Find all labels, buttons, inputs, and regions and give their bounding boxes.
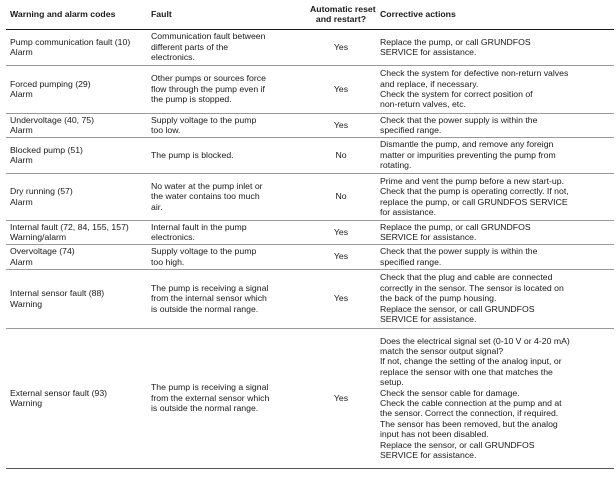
text-line: for assistance. <box>380 206 437 217</box>
text-line: Corrective actions <box>380 9 456 20</box>
text-line: too low. <box>151 125 181 135</box>
text-line: Does the electrical signal set (0-10 V or 4-20 mA) <box>380 335 570 346</box>
corrective-actions-cell <box>376 65 614 113</box>
corrective-actions-cell <box>376 269 614 328</box>
fault-cell <box>147 65 306 113</box>
text-line: Dry running (57) <box>10 186 73 197</box>
table-header <box>6 0 614 29</box>
text-line: Supply voltage to the pump <box>151 114 257 125</box>
text-line: Alarm <box>10 125 33 135</box>
text-line: Replace the sensor, or call GRUNDFOS <box>380 439 535 450</box>
text-line: The pump is receiving a signal <box>151 282 269 293</box>
fault-cell <box>147 244 306 269</box>
text-line: non-return valves, etc. <box>380 99 466 110</box>
table-row <box>6 269 614 328</box>
auto-restart-cell: Yes <box>306 113 376 137</box>
text-line: Dismantle the pump, and remove any foreign <box>380 139 554 150</box>
header-fault <box>147 0 306 29</box>
text-line: Check the system for correct position of <box>380 89 533 99</box>
text-line: different parts of the <box>151 41 229 52</box>
text-line: SERVICE for assistance. <box>380 450 477 461</box>
corrective-actions-cell <box>376 29 614 65</box>
text-line: Alarm <box>10 196 33 207</box>
text-line: is outside the normal range. <box>151 303 259 314</box>
table-row <box>6 137 614 173</box>
alarm-code-cell <box>6 65 147 113</box>
alarm-code-cell <box>6 29 147 65</box>
text-line: Pump communication fault (10) <box>10 36 131 47</box>
text-line: Alarm <box>10 155 33 165</box>
text-line: The sensor has been removed, but the analog <box>380 418 558 429</box>
auto-restart-cell: Yes <box>306 328 376 468</box>
fault-cell <box>147 173 306 220</box>
text-line: External sensor fault (93) <box>10 387 108 398</box>
text-line: setup. <box>380 377 404 388</box>
alarm-code-cell <box>6 328 147 468</box>
auto-restart-cell: Yes <box>306 269 376 328</box>
text-line: Overvoltage (74) <box>10 246 75 257</box>
fault-cell <box>147 137 306 173</box>
fault-cell <box>147 269 306 328</box>
auto-restart-cell: Yes <box>306 244 376 269</box>
fault-cell <box>147 29 306 65</box>
text-line: If not, change the setting of the analog input, or <box>380 356 562 367</box>
text-line: The pump is blocked. <box>151 149 234 160</box>
text-line: correctly in the sensor. The sensor is located on <box>380 282 564 293</box>
auto-restart-cell: Yes <box>306 29 376 65</box>
table-row <box>6 65 614 113</box>
text-line: Replace the pump, or call GRUNDFOS <box>380 36 531 47</box>
fault-cell <box>147 220 306 244</box>
text-line: input has not been disabled. <box>380 429 489 440</box>
auto-restart-cell: No <box>306 137 376 173</box>
text-line: too high. <box>151 256 185 267</box>
text-line: rotating. <box>380 160 412 171</box>
table-row <box>6 220 614 244</box>
text-line: replace the sensor with one that matches the <box>380 366 553 377</box>
text-line: electronics. <box>151 232 195 242</box>
text-line: matter or impurities preventing the pump from <box>380 149 556 160</box>
text-line: Undervoltage (40, 75) <box>10 114 95 125</box>
text-line: air. <box>151 201 163 212</box>
text-line: from the internal sensor which <box>151 293 267 304</box>
table-row <box>6 244 614 269</box>
header-row <box>6 0 614 29</box>
text-line: Warning/alarm <box>10 232 67 242</box>
corrective-actions-cell <box>376 220 614 244</box>
text-line: Check that the power supply is within the <box>380 246 538 257</box>
text-line: Warning <box>10 298 43 309</box>
alarm-codes-table <box>6 0 614 469</box>
text-line: Alarm <box>10 256 33 267</box>
text-line: Blocked pump (51) <box>10 144 83 155</box>
header-restart <box>306 0 376 29</box>
fault-cell <box>147 328 306 468</box>
text-line: Check the system for defective non-return valves <box>380 68 569 79</box>
auto-restart-cell: No <box>306 173 376 220</box>
text-line: the pump is stopped. <box>151 94 232 105</box>
auto-restart-cell: Yes <box>306 220 376 244</box>
text-line: Forced pumping (29) <box>10 78 91 89</box>
text-line: SERVICE for assistance. <box>380 314 477 325</box>
alarm-code-cell <box>6 173 147 220</box>
text-line: SERVICE for assistance. <box>380 47 477 57</box>
text-line: Internal fault (72, 84, 155, 157) <box>10 221 129 232</box>
text-line: Internal sensor fault (88) <box>10 288 105 299</box>
text-line: Replace the pump, or call GRUNDFOS <box>380 221 531 232</box>
auto-restart-cell: Yes <box>306 65 376 113</box>
text-line: Check that the power supply is within the <box>380 114 538 125</box>
text-line: Replace the sensor, or call GRUNDFOS <box>380 303 535 314</box>
header-actions <box>376 0 614 29</box>
corrective-actions-cell <box>376 328 614 468</box>
text-line: specified range. <box>380 125 442 135</box>
text-line: Check the cable connection at the pump and at <box>380 398 562 408</box>
corrective-actions-cell <box>376 113 614 137</box>
text-line: Prime and vent the pump before a new start-up. <box>380 175 564 186</box>
alarm-code-cell <box>6 113 147 137</box>
text-line: and replace, if necessary. <box>380 78 479 89</box>
text-line: Other pumps or sources force <box>151 73 266 84</box>
text-line: Internal fault in the pump <box>151 221 247 232</box>
text-line: specified range. <box>380 256 442 267</box>
text-line: Alarm <box>10 47 33 57</box>
text-line: Supply voltage to the pump <box>151 246 257 257</box>
document-page <box>6 0 614 469</box>
text-line: Check that the plug and cable are connected <box>380 272 553 283</box>
text-line: Check the sensor cable for damage. <box>380 387 520 398</box>
text-line: Communication fault between <box>151 31 266 42</box>
alarm-code-cell <box>6 137 147 173</box>
table-row <box>6 173 614 220</box>
text-line: Automatic reset <box>310 3 376 14</box>
corrective-actions-cell <box>376 244 614 269</box>
text-line: from the external sensor which <box>151 392 270 403</box>
fault-cell <box>147 113 306 137</box>
alarm-code-cell <box>6 269 147 328</box>
corrective-actions-cell <box>376 137 614 173</box>
text-line: and restart? <box>315 14 367 25</box>
text-line: Alarm <box>10 89 33 99</box>
table-row <box>6 113 614 137</box>
text-line: Check that the pump is operating correctly. If not, <box>380 186 569 197</box>
text-line: No water at the pump inlet or <box>151 180 263 191</box>
table-body <box>6 29 614 468</box>
text-line: The pump is receiving a signal <box>151 382 269 393</box>
text-line: Warning <box>10 398 43 408</box>
header-codes <box>6 0 147 29</box>
alarm-code-cell <box>6 220 147 244</box>
text-line: flow through the pump even if <box>151 83 265 94</box>
text-line: the back of the pump housing. <box>380 293 497 304</box>
text-line: Fault <box>151 9 172 20</box>
table-row <box>6 328 614 468</box>
corrective-actions-cell <box>376 173 614 220</box>
table-row <box>6 29 614 65</box>
text-line: replace the pump, or call GRUNDFOS SERVICE <box>380 196 568 207</box>
alarm-code-cell <box>6 244 147 269</box>
text-line: electronics. <box>151 52 195 63</box>
text-line: match the sensor output signal? <box>380 345 504 356</box>
text-line: Warning and alarm codes <box>10 9 116 20</box>
text-line: SERVICE for assistance. <box>380 232 477 242</box>
text-line: the sensor. Correct the connection, if required. <box>380 408 559 419</box>
text-line: is outside the normal range. <box>151 403 259 414</box>
text-line: the water contains too much <box>151 191 260 202</box>
